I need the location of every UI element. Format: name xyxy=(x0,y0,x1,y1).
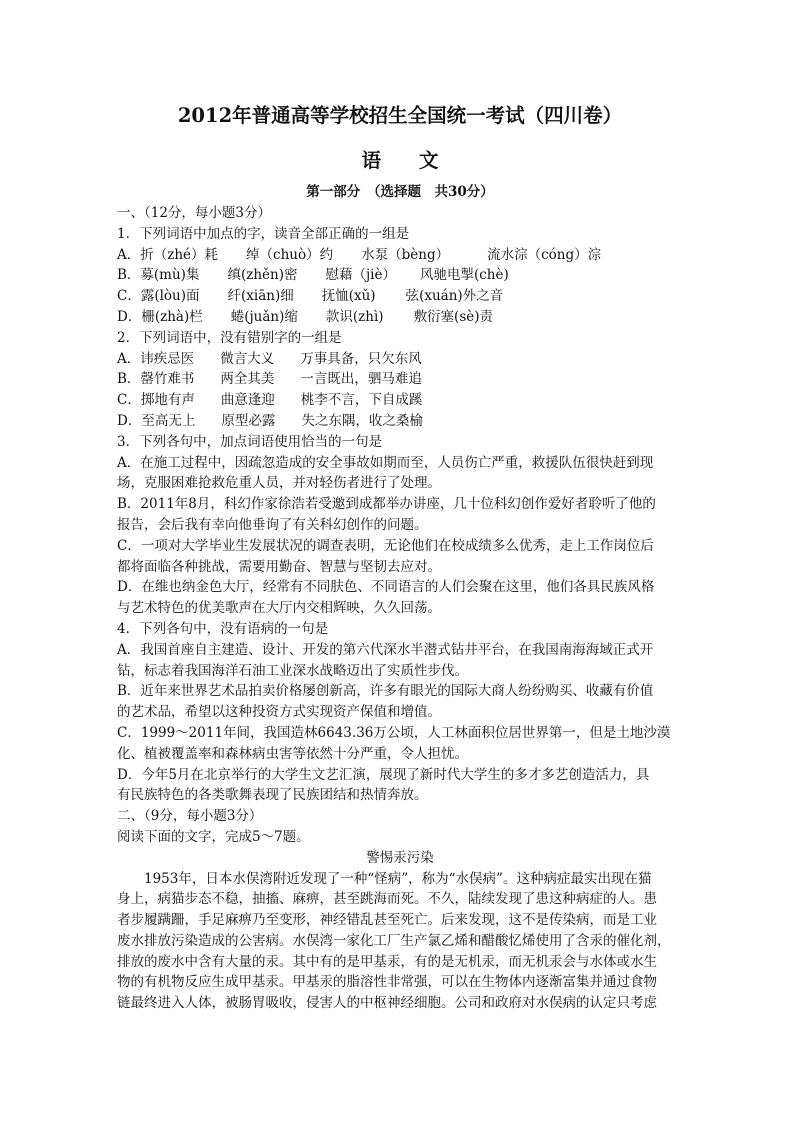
text-line xyxy=(117,265,683,286)
text-line: 与艺术特色的优美歌声在大厅内交相辉映，久久回荡。 xyxy=(117,600,441,617)
text-line: 者步履蹒跚，手足麻痹乃至变形，神经错乱甚至死亡。后来发现，这不是传染病，而是工业 xyxy=(117,912,657,929)
text-line: 物的有机物反应生成甲基汞。甲基汞的脂溶性非常强，可以在生物体内逐渐富集并通过食物 xyxy=(117,974,657,991)
text-line: 有民族特色的各类歌舞表现了民族团结和热情奔放。 xyxy=(117,787,428,804)
option-item: 一言既出，驷马难追 xyxy=(300,371,422,388)
option-item: A．折（zhé）耗 xyxy=(117,246,219,263)
text-line: D．在维也纳金色大厅，经常有不同肤色、不同语言的人们会聚在这里，他们各具民族风格 xyxy=(117,579,655,596)
subject-char-2: 文 xyxy=(419,149,439,172)
option-item: 缜(zhěn)密 xyxy=(227,267,298,284)
text-line: D．今年5月在北京举行的大学生文艺汇演，展现了新时代大学生的多才多艺创造活力，具 xyxy=(117,766,650,783)
option-item: D．栅(zhà)栏 xyxy=(117,308,203,325)
subject-heading xyxy=(0,148,800,174)
text-line: 报告，会后我有幸向他垂询了有关科幻创作的问题。 xyxy=(117,516,428,533)
option-item: 万事具备，只欠东风 xyxy=(300,350,422,367)
text-line: 排放的废水中含有大量的汞。其中有的是甲基汞，有的是无机汞，而无机汞会与水体或水生 xyxy=(117,953,657,970)
option-item: 水泵（bèng） xyxy=(361,246,450,263)
option-item: B．募(mù)集 xyxy=(117,267,200,284)
option-item: 敷衍塞(sè)责 xyxy=(413,308,494,325)
text-line: 废水排放污染造成的公害病。水俣湾一家化工厂生产氯乙烯和醋酸忆烯使用了含汞的催化剂， xyxy=(117,932,671,949)
text-line: 4．下列各句中，没有语病的一句是 xyxy=(117,620,329,637)
passage-title: 警惕汞污染 xyxy=(366,849,434,866)
exam-title: 2012年普通高等学校招生全国统一考试（四川卷） xyxy=(177,104,623,127)
text-line: 一、（12分，每小题3分） xyxy=(117,205,272,221)
text-line: 二、（9分，每小题3分） xyxy=(117,808,263,825)
option-item: 原型必露 xyxy=(221,412,276,429)
option-item: 微言大义 xyxy=(220,350,275,367)
text-line: 都将面临各种挑战，需要用勤奋、智慧与坚韧去应对。 xyxy=(117,558,441,575)
option-item: B．罄竹难书 xyxy=(117,371,195,388)
text-line xyxy=(117,349,683,370)
text-line: 2．下列词语中，没有错别字的一组是 xyxy=(117,329,342,346)
text-line: 场，克服困难抢救危重人员，并对轻伤者进行了处理。 xyxy=(117,475,441,492)
text-line xyxy=(117,390,683,411)
text-line: A．我国首座自主建造、设计、开发的第六代深水半潜式钻井平台，在我国南海海域正式开 xyxy=(117,641,654,658)
text-line: 1953年，日本水俣湾附近发现了一种“怪病”，称为“水俣病”。这种病症最实出现在猫 xyxy=(144,870,652,887)
text-line xyxy=(117,307,683,328)
text-line: 化、植被覆盖率和森林病虫害等依然十分严重，令人担忧。 xyxy=(117,745,468,762)
text-line: 的艺术品，希望以这种投资方式实现资产保值和增值。 xyxy=(117,704,441,721)
option-item: 桃李不言，下自成蹊 xyxy=(300,392,423,409)
text-line xyxy=(117,286,683,307)
option-item: C．掷地有声 xyxy=(117,392,195,409)
part-heading: 第一部分 （选择题 共30分） xyxy=(306,184,494,200)
text-line: A．在施工过程中，因疏忽造成的安全事故如期而至，人员伤亡严重，救援队伍很快赶到现 xyxy=(117,454,654,471)
subject-char-1: 语 xyxy=(361,149,381,172)
option-item: 两全其美 xyxy=(220,371,275,388)
text-line xyxy=(117,411,683,432)
exam-body xyxy=(117,203,683,1014)
text-line: 1．下列词语中加点的字，读音全部正确的一组是 xyxy=(117,225,410,242)
option-item: 款识(zhì) xyxy=(325,308,384,325)
option-item: 抚恤(xǔ) xyxy=(321,288,376,305)
option-item: 绰（chuò）约 xyxy=(246,246,334,263)
option-item: 流水淙（cóng）淙 xyxy=(487,246,602,263)
option-item: C．露(lòu)面 xyxy=(117,288,200,305)
text-line: 3．下列各句中，加点词语使用恰当的一句是 xyxy=(117,433,383,450)
text-line xyxy=(117,245,683,266)
option-item: D．至高无上 xyxy=(117,412,196,429)
option-item: 弦(xuán)外之音 xyxy=(405,288,504,305)
text-line: 阅读下面的文字，完成5～7题。 xyxy=(117,828,310,845)
text-line: 链最终进入人体，被肠胃吸收，侵害人的中枢神经细胞。公司和政府对水俣病的认定只考虑 xyxy=(117,995,657,1012)
text-line: 身上，病猫步态不稳，抽搐、麻痹，甚至跳海而死。不久，陆续发现了患这种病症的人。患 xyxy=(117,891,657,908)
option-item: A．讳疾忌医 xyxy=(117,350,195,367)
option-item: 风驰电掣(chè) xyxy=(419,267,509,284)
option-item: 蜷(juǎn)缩 xyxy=(230,308,298,325)
text-line: C．一项对大学毕业生发展状况的调查表明，无论他们在校成绩多么优秀，走上工作岗位后 xyxy=(117,537,654,554)
option-item: 慰藉（jiè） xyxy=(325,267,396,284)
text-line: B．近年来世界艺术品拍卖价格屡创新高，许多有眼光的国际大商人纷纷购买、收藏有价值 xyxy=(117,683,654,700)
option-item: 失之东隅，收之桑榆 xyxy=(301,412,423,429)
option-item: 曲意逢迎 xyxy=(220,392,275,409)
text-line: 钻，标志着我国海洋石油工业深水战略迈出了实质性步伐。 xyxy=(117,662,468,679)
text-line: C．1999～2011年间，我国造林6643.36万公顷，人工林面积位居世界第一，但是土地沙漠 xyxy=(117,724,671,741)
text-line xyxy=(117,369,683,390)
option-item: 纤(xiān)细 xyxy=(227,288,294,305)
text-line: B．2011年8月，科幻作家徐浩若受邀到成都举办讲座，几十位科幻创作爱好者聆听了他的 xyxy=(117,496,656,513)
